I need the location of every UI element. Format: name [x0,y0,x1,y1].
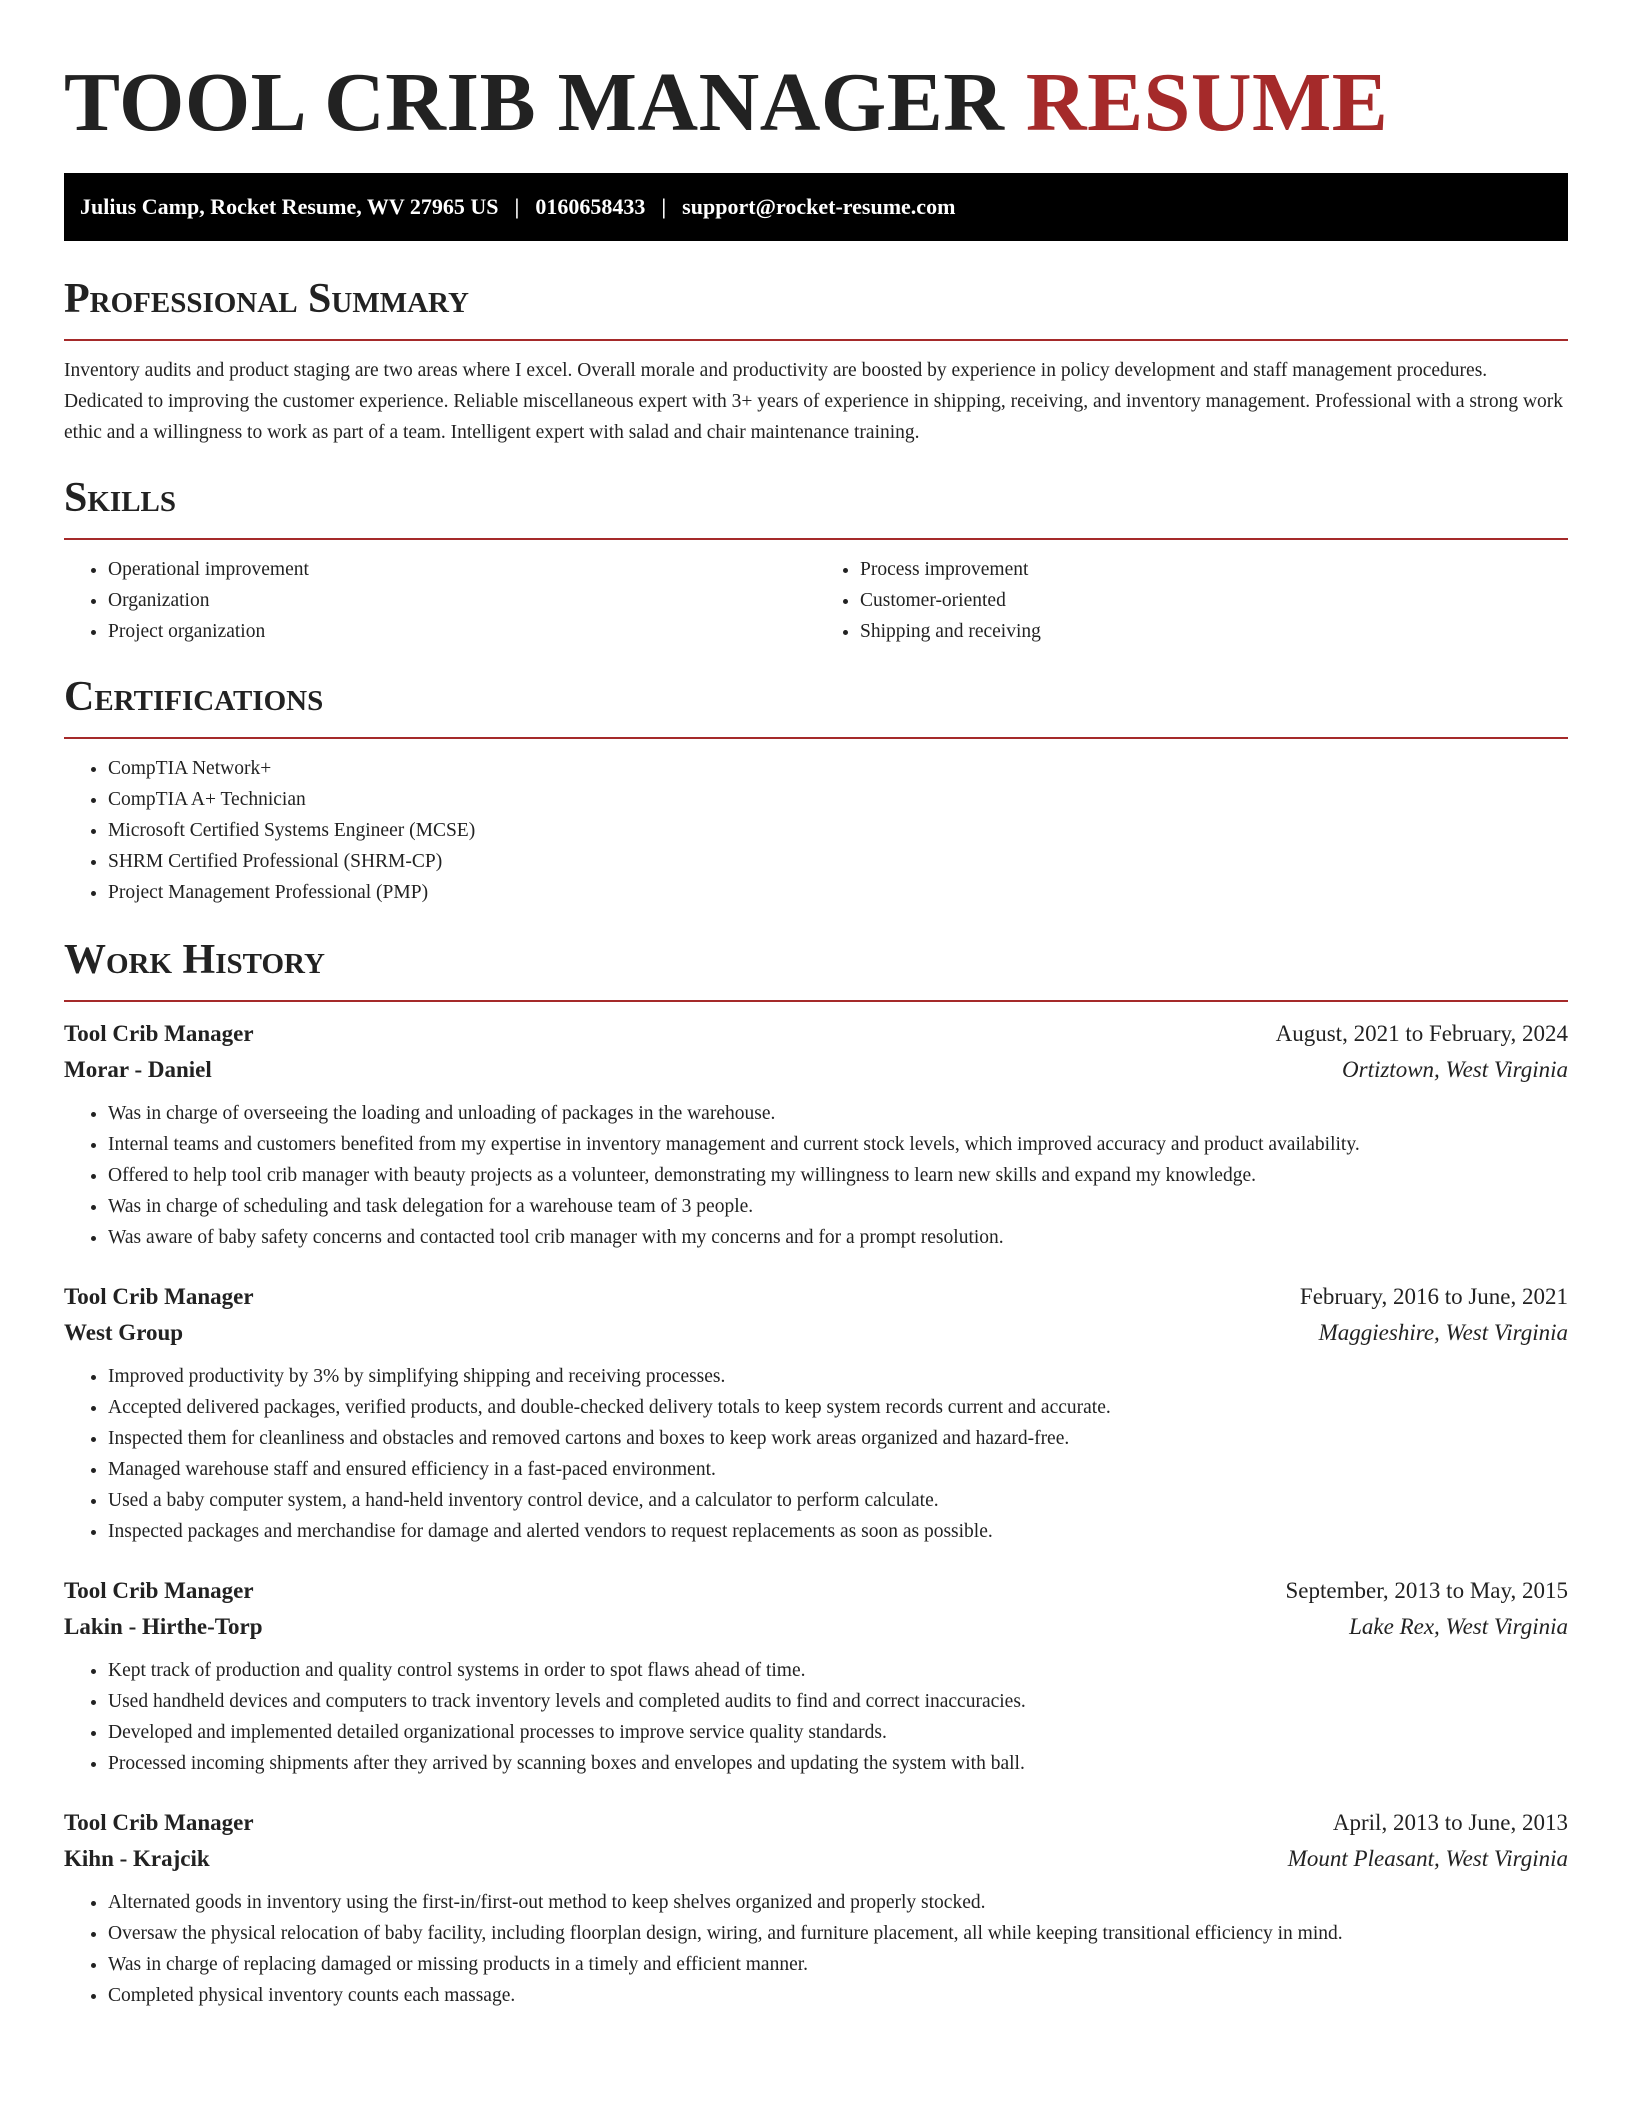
contact-separator: | [661,194,667,219]
section-divider [64,1000,1568,1002]
job-bullet: • Completed physical inventory counts each massage. [108,1980,1568,2011]
contact-separator: | [514,194,520,219]
job-bullet: • Managed warehouse staff and ensured efficiency in a fast-paced environment. [108,1454,1568,1485]
job-bullet: • Was in charge of overseeing the loading and unloading of packages in the warehouse. [108,1098,1568,1129]
skill-item: • Organization [108,585,816,616]
certification-item: • CompTIA Network+ [108,753,1568,784]
section-heading-skills: Skills [64,475,177,521]
skills-list-left [64,554,816,647]
contact-bar [64,173,1568,241]
certification-item: • Microsoft Certified Systems Engineer (MCSE) [108,815,1568,846]
contact-email[interactable]: support@rocket-resume.com [682,194,956,219]
job-header-row [64,1279,1568,1315]
section-heading-work-history: Work History [64,937,325,983]
job-location: Maggieshire, West Virginia [1318,1320,1568,1345]
job-location: Ortiztown, West Virginia [1342,1057,1568,1082]
summary-section [64,273,1568,448]
job-header-row [64,1805,1568,1841]
skill-item: • Shipping and receiving [860,616,1568,647]
job-company: Kihn - Krajcik [64,1846,210,1871]
skill-item: • Project organization [108,616,816,647]
job-bullet: • Inspected packages and merchandise for damage and alerted vendors to request replacements as soon as possible. [108,1516,1568,1547]
job-bullet: • Processed incoming shipments after they arrived by scanning boxes and envelopes and updating the system with ball. [108,1748,1568,1779]
job-bullet: • Developed and implemented detailed organizational processes to improve service quality standards. [108,1717,1568,1748]
job-company-row [64,1841,1568,1877]
job-bullets [64,1098,1568,1253]
job-dates: August, 2021 to February, 2024 [1275,1021,1568,1046]
job-company-row [64,1052,1568,1088]
job-entry [64,1016,1568,1253]
job-header-row [64,1016,1568,1052]
job-title: Tool Crib Manager [64,1284,254,1309]
job-header-row [64,1573,1568,1609]
section-divider [64,737,1568,739]
contact-address: Julius Camp, Rocket Resume, WV 27965 US [80,194,499,219]
job-entry [64,1573,1568,1779]
job-bullet: • Oversaw the physical relocation of baby facility, including floorplan design, wiring, and furniture placement, all while keeping transitional efficiency in mind. [108,1918,1568,1949]
certifications-list [64,753,1568,908]
certification-item: • CompTIA A+ Technician [108,784,1568,815]
job-bullets [64,1655,1568,1779]
summary-text: Inventory audits and product staging are two areas where I excel. Overall morale and productivity are boosted by experience in policy development and staff management procedures. Dedicated to improving the customer experience. Reliable miscellaneous expert with 3+ years of experience in shipping, receiving, and inventory management. Professional with a strong work ethic and a willingness to work as part of a team. Intelligent expert with salad and chair maintenance training. [64,360,1564,443]
contact-phone: 0160658433 [535,194,646,219]
job-company-row [64,1609,1568,1645]
section-divider [64,339,1568,341]
job-entry [64,1805,1568,2011]
section-divider [64,538,1568,540]
job-bullet: • Used handheld devices and computers to track inventory levels and completed audits to find and correct inaccuracies. [108,1686,1568,1717]
job-company: Morar - Daniel [64,1057,212,1082]
section-heading-certifications: Certifications [64,674,324,720]
job-bullet: • Inspected them for cleanliness and obstacles and removed cartons and boxes to keep work areas organized and hazard-free. [108,1423,1568,1454]
job-dates: April, 2013 to June, 2013 [1332,1810,1568,1835]
job-company-row [64,1315,1568,1351]
section-heading-summary: Professional Summary [64,276,469,322]
job-entry [64,1279,1568,1547]
job-bullet: • Kept track of production and quality control systems in order to spot flaws ahead of time. [108,1655,1568,1686]
job-dates: September, 2013 to May, 2015 [1285,1578,1568,1603]
job-location: Lake Rex, West Virginia [1349,1614,1568,1639]
job-bullet: • Was aware of baby safety concerns and contacted tool crib manager with my concerns and for a prompt resolution. [108,1222,1568,1253]
job-bullets [64,1887,1568,2011]
title-accent: RESUME [1025,56,1389,149]
certification-item: • Project Management Professional (PMP) [108,877,1568,908]
job-title: Tool Crib Manager [64,1021,254,1046]
skills-section [64,472,1568,647]
skill-item: • Process improvement [860,554,1568,585]
job-location: Mount Pleasant, West Virginia [1287,1846,1568,1871]
job-bullet: • Was in charge of scheduling and task delegation for a warehouse team of 3 people. [108,1191,1568,1222]
job-company: Lakin - Hirthe-Torp [64,1614,263,1639]
job-bullet: • Was in charge of replacing damaged or missing products in a timely and efficient manner. [108,1949,1568,1980]
skill-item: • Customer-oriented [860,585,1568,616]
job-dates: February, 2016 to June, 2021 [1299,1284,1568,1309]
job-bullet: • Offered to help tool crib manager with beauty projects as a volunteer, demonstrating my willingness to learn new skills and expand my knowledge. [108,1160,1568,1191]
job-bullet: • Used a baby computer system, a hand-held inventory control device, and a calculator to perform calculate. [108,1485,1568,1516]
skills-list-right [816,554,1568,647]
title-main: TOOL CRIB MANAGER [64,56,1005,149]
skills-grid [64,554,1568,647]
work-history-section [64,934,1568,2011]
certifications-section [64,671,1568,908]
job-bullet: • Alternated goods in inventory using the first-in/first-out method to keep shelves organized and properly stocked. [108,1887,1568,1918]
job-title: Tool Crib Manager [64,1578,254,1603]
certification-item: • SHRM Certified Professional (SHRM-CP) [108,846,1568,877]
job-bullet: • Internal teams and customers benefited from my expertise in inventory management and current stock levels, which improved accuracy and product availability. [108,1129,1568,1160]
job-bullet: • Accepted delivered packages, verified products, and double-checked delivery totals to keep system records current and accurate. [108,1392,1568,1423]
skill-item: • Operational improvement [108,554,816,585]
job-bullets [64,1361,1568,1547]
job-company: West Group [64,1320,184,1345]
job-title: Tool Crib Manager [64,1810,254,1835]
resume-title [64,50,1568,156]
job-bullet: • Improved productivity by 3% by simplifying shipping and receiving processes. [108,1361,1568,1392]
